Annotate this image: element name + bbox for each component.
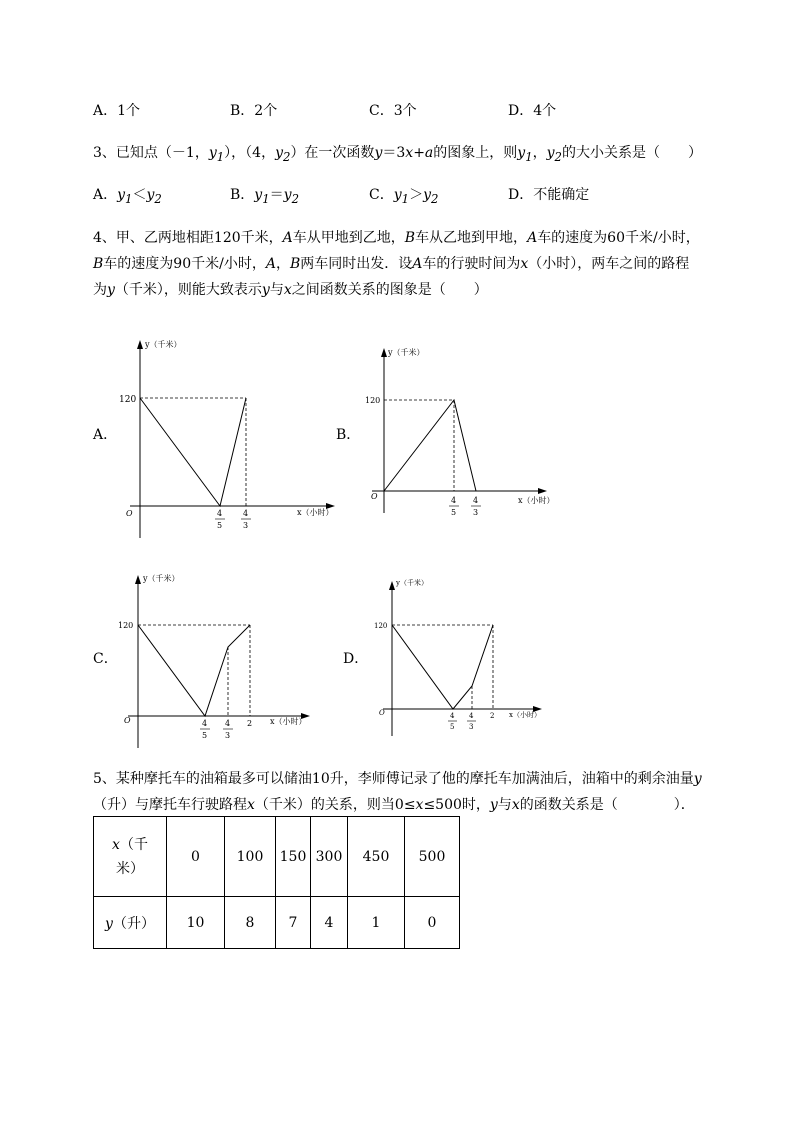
q2-option-c[interactable]: C．3个 <box>369 103 417 119</box>
table-cell: 450 <box>348 817 405 897</box>
x-tick-num: 4 <box>451 496 457 505</box>
y-axis-arrow <box>381 348 387 357</box>
x-axis-arrow <box>538 488 547 494</box>
q2-option-d[interactable]: D．4个 <box>508 103 557 119</box>
x-tick-den: 3 <box>243 521 249 530</box>
table-cell: 1 <box>348 897 405 949</box>
x-tick-num: 4 <box>225 719 231 728</box>
x-tick-num: 4 <box>469 712 474 720</box>
x-tick-num: 4 <box>473 496 479 505</box>
q4-graph-b[interactable] <box>352 343 555 523</box>
y-tick-120: 120 <box>365 396 381 405</box>
table-cell: 500 <box>405 817 460 897</box>
y-axis-label: y（千米） <box>143 574 180 583</box>
q4-question-line1: 4、甲、乙两地相距120千米，A车从甲地到乙地，B车从乙地到甲地，A车的速度为60千米/小时， <box>93 230 700 246</box>
graph-line <box>138 625 250 716</box>
x-axis-label: x（小时） <box>270 717 307 726</box>
table-row <box>94 817 460 897</box>
x-tick-num: 4 <box>217 509 223 518</box>
q4-question-line3: 为y（千米），则能大致表示y与x之间函数关系的图象是（ ） <box>93 282 488 298</box>
table-cell: 100 <box>225 817 276 897</box>
q5-question-line1: 5、某种摩托车的油箱最多可以储油10升，李师傅记录了他的摩托车加满油后，油箱中的剩余油量y <box>93 771 702 787</box>
q4-option-b-label[interactable]: B． <box>336 427 361 443</box>
x-axis-label: x（小时） <box>297 508 334 517</box>
q4-question-line2: B车的速度为90千米/小时，A，B两车同时出发．设A车的行驶时间为x（小时），两车之间的路程 <box>93 256 690 272</box>
x-tick-2: 2 <box>490 712 495 720</box>
y-axis-arrow <box>389 581 395 590</box>
q5-data-table <box>93 816 460 949</box>
x-tick-den: 5 <box>217 521 223 530</box>
q2-option-a[interactable]: A．1个 <box>93 103 141 119</box>
graph-line <box>384 400 476 491</box>
x-tick-num: 4 <box>202 719 208 728</box>
x-tick-den: 5 <box>450 723 455 731</box>
q3-option-d[interactable]: D．不能确定 <box>508 187 590 203</box>
table-cell: 300 <box>311 817 348 897</box>
row-header-x: x（千 米） <box>94 817 167 897</box>
table-cell: 4 <box>311 897 348 949</box>
y-tick-120: 120 <box>118 621 134 630</box>
y-tick-120: 120 <box>374 622 388 630</box>
q4-graph-a[interactable] <box>110 335 340 545</box>
x-axis-label: x（小时） <box>509 711 541 719</box>
row-header-y: y（升） <box>94 897 167 949</box>
q2-option-b[interactable]: B．2个 <box>230 103 278 119</box>
x-tick-den: 5 <box>202 731 208 740</box>
origin-label: O <box>126 509 133 518</box>
q3-question: 3、已知点（－1，$y_1$），（4，$y_2$）在一次函数y＝3x+a的图象上，则$y_1$，$y_2$的大小关系是（ ） <box>93 145 702 164</box>
q4-graph-d[interactable] <box>367 576 552 741</box>
q5-question-line2: （升）与摩托车行驶路程x（千米）的关系，则当0≤x≤500时，y与x的函数关系是（ ）． <box>93 797 695 813</box>
x-tick-den: 3 <box>469 723 474 731</box>
table-cell: 8 <box>225 897 276 949</box>
origin-label: O <box>124 716 131 725</box>
origin-label: O <box>379 709 385 717</box>
x-tick-num: 4 <box>243 509 249 518</box>
graph-line <box>140 398 246 506</box>
y-axis-label: y（千米） <box>145 340 182 349</box>
x-tick-2: 2 <box>247 719 253 728</box>
q4-graph-c[interactable] <box>110 570 320 750</box>
origin-label: O <box>371 492 378 501</box>
x-axis-label: x（小时） <box>518 496 555 505</box>
y-tick-120: 120 <box>119 395 137 405</box>
table-cell: 0 <box>405 897 460 949</box>
x-tick-den: 3 <box>225 731 231 740</box>
q4-option-a-label[interactable]: A． <box>93 427 118 443</box>
table-cell: 10 <box>167 897 225 949</box>
x-tick-den: 5 <box>451 508 457 517</box>
q3-option-b[interactable]: B．$y_1=y_2$ <box>230 187 299 206</box>
q3-option-a[interactable]: A．$y_1<y_2$ <box>93 187 162 206</box>
x-tick-den: 3 <box>473 508 479 517</box>
table-row <box>94 897 460 949</box>
y-axis-label: y（千米） <box>388 348 425 357</box>
q4-option-d-label[interactable]: D． <box>343 651 369 667</box>
table-cell: 7 <box>276 897 311 949</box>
x-tick-num: 4 <box>450 712 455 720</box>
y-axis-arrow <box>135 575 141 584</box>
q3-option-c[interactable]: C．$y_1>y_2$ <box>369 187 439 206</box>
table-cell: 150 <box>276 817 311 897</box>
table-cell: 0 <box>167 817 225 897</box>
y-axis-label: y（千米） <box>396 579 428 587</box>
graph-line <box>392 625 493 709</box>
q4-option-c-label[interactable]: C． <box>93 651 118 667</box>
y-axis-arrow <box>137 340 143 349</box>
